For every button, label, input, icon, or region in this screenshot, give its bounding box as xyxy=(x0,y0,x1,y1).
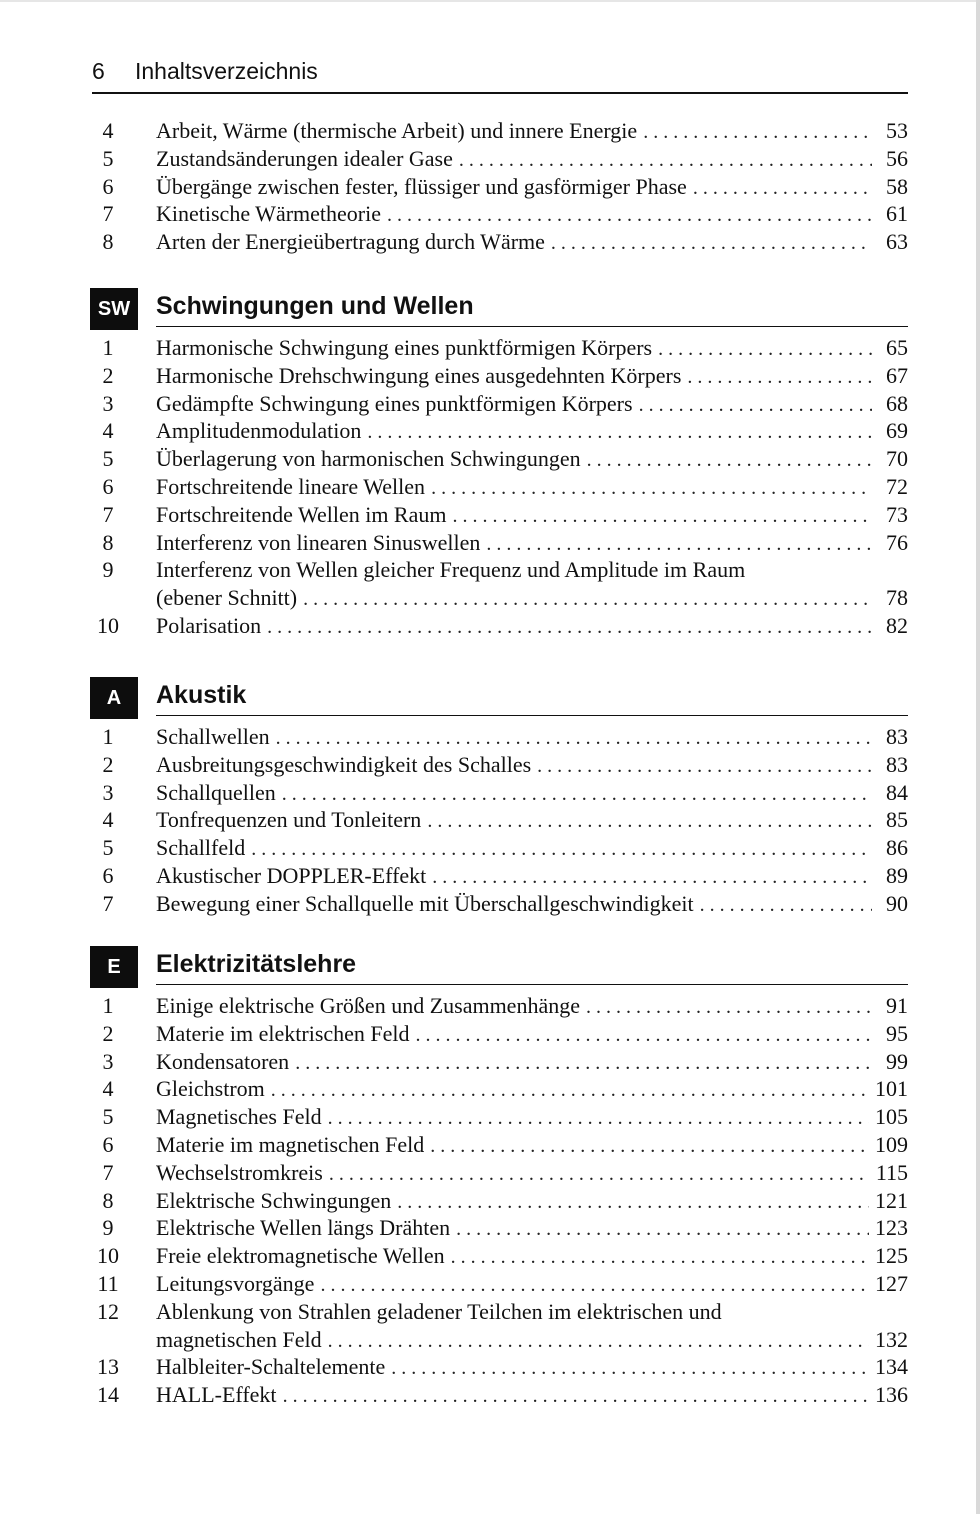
entry-line xyxy=(156,1214,908,1243)
dot-leader xyxy=(251,835,872,863)
section-rule xyxy=(156,984,908,985)
entry-line xyxy=(156,117,908,146)
toc-entry[interactable] xyxy=(90,1075,908,1103)
entry-line xyxy=(156,228,908,257)
entry-page-number: 73 xyxy=(886,501,908,527)
dot-leader xyxy=(416,1021,872,1049)
entry-page-number: 56 xyxy=(886,145,908,171)
entry-line xyxy=(156,992,908,1021)
entry-number: 7 xyxy=(102,1159,114,1185)
entry-line xyxy=(156,334,908,363)
entry-title: Tonfrequenzen und Tonleitern xyxy=(156,807,422,833)
entry-title: Halbleiter-Schaltelemente xyxy=(156,1354,386,1380)
entry-title: magnetischen Feld xyxy=(156,1326,322,1352)
entry-number: 14 xyxy=(97,1382,119,1408)
toc-entry[interactable] xyxy=(90,1326,908,1354)
entry-title: HALL-Effekt xyxy=(156,1382,277,1408)
toc-entry[interactable] xyxy=(90,145,908,173)
entry-line xyxy=(156,529,908,558)
dot-leader xyxy=(486,530,872,558)
entry-page-number: 67 xyxy=(886,362,908,388)
page-edge-right xyxy=(976,0,980,1514)
entry-line xyxy=(156,417,908,446)
entry-page-number: 68 xyxy=(886,390,908,416)
entry-number: 1 xyxy=(102,724,114,749)
entry-title: Einige elektrische Größen und Zusammenhänge xyxy=(156,993,580,1018)
running-head xyxy=(92,56,908,94)
entry-title: Magnetisches Feld xyxy=(156,1104,322,1130)
section-title: Schwingungen und Wellen xyxy=(156,292,474,320)
entry-number: 6 xyxy=(102,474,114,499)
toc-entry[interactable] xyxy=(90,228,908,256)
dot-leader xyxy=(427,807,872,835)
toc-entry[interactable] xyxy=(90,529,908,557)
entry-number: 7 xyxy=(102,890,114,916)
toc-entry[interactable] xyxy=(90,334,908,362)
entry-number: 6 xyxy=(102,863,114,888)
entry-title: Wechselstromkreis xyxy=(156,1159,323,1185)
toc-entry[interactable] xyxy=(90,1298,908,1326)
entry-number: 2 xyxy=(102,751,114,777)
entry-title: Schallquellen xyxy=(156,779,276,805)
entry-line xyxy=(156,501,908,530)
section-header xyxy=(90,677,908,719)
entry-page-number: 70 xyxy=(886,446,908,472)
entry-number: 5 xyxy=(102,446,114,472)
entry-number: 10 xyxy=(97,1243,119,1269)
entry-line xyxy=(156,806,908,835)
entry-line xyxy=(156,200,908,229)
entry-page-number: 61 xyxy=(886,201,908,227)
entry-number: 2 xyxy=(102,362,114,388)
dot-leader xyxy=(267,613,872,641)
dot-leader xyxy=(320,1271,869,1299)
toc-entry[interactable] xyxy=(90,1131,908,1159)
dot-leader xyxy=(329,1160,870,1188)
toc-entry[interactable] xyxy=(90,1187,908,1215)
toc-entry[interactable] xyxy=(90,556,908,584)
entry-page-number: 65 xyxy=(886,335,908,360)
toc-entry[interactable] xyxy=(90,1214,908,1242)
entry-line xyxy=(156,779,908,808)
entry-title: Fortschreitende lineare Wellen xyxy=(156,474,426,499)
dot-leader xyxy=(643,118,872,146)
dot-leader xyxy=(700,891,872,919)
entry-title: Übergänge zwischen fester, flüssiger und gasförmiger Phase xyxy=(156,173,687,199)
dot-leader xyxy=(271,1076,869,1104)
toc-entry[interactable] xyxy=(90,173,908,201)
toc-entry[interactable] xyxy=(90,1270,908,1298)
toc-entry[interactable] xyxy=(90,473,908,501)
entry-line xyxy=(156,473,908,502)
entry-number: 3 xyxy=(102,1048,114,1074)
entry-line xyxy=(156,1326,908,1355)
entry-line xyxy=(156,145,908,174)
entry-page-number: 101 xyxy=(875,1076,908,1102)
entry-page-number: 105 xyxy=(875,1104,908,1130)
entry-line xyxy=(156,1353,908,1382)
entry-page-number: 72 xyxy=(886,474,908,499)
dot-leader xyxy=(451,1243,869,1271)
section-badge: E xyxy=(90,946,138,988)
entry-page-number: 76 xyxy=(886,529,908,555)
entry-title: Schallwellen xyxy=(156,724,270,749)
toc-entry[interactable] xyxy=(90,1353,908,1381)
entry-line xyxy=(156,1381,908,1410)
section-badge: A xyxy=(90,677,138,719)
page-number: 6 xyxy=(92,58,105,84)
entry-number: 7 xyxy=(102,201,114,227)
entry-number: 4 xyxy=(102,807,114,833)
entry-page-number: 136 xyxy=(875,1382,908,1408)
entry-title: Harmonische Schwingung eines punktförmigen Körpers xyxy=(156,335,653,360)
entry-page-number: 89 xyxy=(886,863,908,888)
toc-entry[interactable] xyxy=(90,1103,908,1131)
entry-title: Arbeit, Wärme (thermische Arbeit) und innere Energie xyxy=(156,118,638,143)
dot-leader xyxy=(276,724,872,752)
entry-line xyxy=(156,362,908,391)
entry-line xyxy=(156,1048,908,1077)
toc-entry[interactable] xyxy=(90,1381,908,1409)
toc-entry[interactable] xyxy=(90,834,908,862)
entry-page-number: 121 xyxy=(875,1187,908,1213)
entry-title: Elektrische Wellen längs Drähten xyxy=(156,1215,451,1241)
toc-entry[interactable] xyxy=(90,584,908,612)
dot-leader xyxy=(587,446,872,474)
entry-page-number: 83 xyxy=(886,724,908,749)
entry-title: Materie im elektrischen Feld xyxy=(156,1020,410,1046)
entry-line xyxy=(156,1075,908,1104)
dot-leader xyxy=(431,474,872,502)
entry-line xyxy=(156,1131,908,1160)
entry-line xyxy=(156,1020,908,1049)
entry-number: 13 xyxy=(97,1354,119,1380)
entry-title: Ausbreitungsgeschwindigkeit des Schalles xyxy=(156,751,532,777)
entry-line xyxy=(156,1159,908,1188)
entry-line xyxy=(156,751,908,780)
dot-leader xyxy=(456,1215,869,1243)
dot-leader xyxy=(430,1132,869,1160)
dot-leader xyxy=(397,1188,869,1216)
entry-title: Amplitudenmodulation xyxy=(156,418,362,444)
entry-title: Überlagerung von harmonischen Schwingungen xyxy=(156,446,581,472)
entry-title: Kondensatoren xyxy=(156,1048,290,1074)
entry-page-number: 127 xyxy=(875,1271,908,1296)
entry-line xyxy=(156,445,908,474)
entry-title: Materie im magnetischen Feld xyxy=(156,1132,425,1157)
dot-leader xyxy=(391,1354,869,1382)
dot-leader xyxy=(387,201,872,229)
entry-line xyxy=(156,1270,908,1299)
entry-line xyxy=(156,1298,908,1326)
dot-leader xyxy=(586,993,872,1021)
entry-page-number: 109 xyxy=(875,1132,908,1157)
entry-title: Ablenkung von Strahlen geladener Teilchen im elektrischen und xyxy=(156,1298,722,1324)
entry-number: 12 xyxy=(97,1298,119,1324)
entry-number: 11 xyxy=(97,1271,119,1296)
entry-title: Harmonische Drehschwingung eines ausgedehnten Körpers xyxy=(156,362,682,388)
entry-title: Elektrische Schwingungen xyxy=(156,1187,392,1213)
entry-page-number: 99 xyxy=(886,1048,908,1074)
toc-entry[interactable] xyxy=(90,390,908,418)
dot-leader xyxy=(328,1327,869,1355)
dot-leader xyxy=(687,363,872,391)
entry-page-number: 115 xyxy=(875,1159,908,1185)
dot-leader xyxy=(459,146,872,174)
toc-entry[interactable] xyxy=(90,1020,908,1048)
dot-leader xyxy=(551,229,872,257)
dot-leader xyxy=(658,335,872,363)
entry-line xyxy=(156,556,908,584)
entry-title: Akustischer DOPPLER-Effekt xyxy=(156,863,427,888)
entry-number: 9 xyxy=(102,557,114,583)
entry-title: Fortschreitende Wellen im Raum xyxy=(156,501,447,527)
entry-number: 8 xyxy=(102,229,114,255)
entry-number: 6 xyxy=(102,1132,114,1157)
section-title: Elektrizitätslehre xyxy=(156,950,357,978)
section-title: Akustik xyxy=(156,681,247,709)
section-rule xyxy=(156,326,908,327)
dot-leader xyxy=(295,1049,872,1077)
toc-entry[interactable] xyxy=(90,501,908,529)
entry-number: 2 xyxy=(102,1020,114,1046)
entry-line xyxy=(156,1242,908,1271)
dot-leader xyxy=(432,863,872,891)
entry-number: 10 xyxy=(97,613,119,638)
entry-line xyxy=(156,584,908,613)
entry-title: Interferenz von linearen Sinuswellen xyxy=(156,529,481,555)
entry-page-number: 123 xyxy=(875,1215,908,1241)
entry-page-number: 91 xyxy=(886,993,908,1018)
toc-entry[interactable] xyxy=(90,417,908,445)
dot-leader xyxy=(328,1104,869,1132)
dot-leader xyxy=(282,780,872,808)
entry-page-number: 85 xyxy=(886,807,908,833)
toc-entry[interactable] xyxy=(90,751,908,779)
dot-leader xyxy=(283,1382,869,1410)
dot-leader xyxy=(639,391,872,419)
entry-line xyxy=(156,390,908,419)
toc-entry[interactable] xyxy=(90,200,908,228)
entry-line xyxy=(156,612,908,641)
toc-entry[interactable] xyxy=(90,117,908,145)
entry-page-number: 83 xyxy=(886,751,908,777)
entry-title: Arten der Energieübertragung durch Wärme xyxy=(156,229,545,255)
dot-leader xyxy=(303,585,872,613)
entry-page-number: 95 xyxy=(886,1020,908,1046)
entry-number: 8 xyxy=(102,1187,114,1213)
entry-page-number: 84 xyxy=(886,779,908,805)
dot-leader xyxy=(367,418,872,446)
entry-line xyxy=(156,173,908,202)
entry-page-number: 53 xyxy=(886,118,908,143)
entry-number: 8 xyxy=(102,529,114,555)
toc-entry[interactable] xyxy=(90,890,908,918)
entry-line xyxy=(156,890,908,919)
entry-page-number: 132 xyxy=(875,1326,908,1352)
entry-line xyxy=(156,723,908,752)
entry-title: (ebener Schnitt) xyxy=(156,585,298,611)
entry-number: 6 xyxy=(102,173,114,199)
section-badge: SW xyxy=(90,288,138,330)
entry-page-number: 58 xyxy=(886,173,908,199)
entry-page-number: 86 xyxy=(886,835,908,861)
entry-page-number: 125 xyxy=(875,1243,908,1269)
entry-title: Kinetische Wärmetheorie xyxy=(156,201,381,227)
entry-line xyxy=(156,1103,908,1132)
dot-leader xyxy=(693,174,872,202)
entry-number: 1 xyxy=(102,993,114,1018)
entry-number: 7 xyxy=(102,501,114,527)
entry-title: Gleichstrom xyxy=(156,1076,265,1102)
toc-entry[interactable] xyxy=(90,1048,908,1076)
toc-entry[interactable] xyxy=(90,806,908,834)
entry-number: 5 xyxy=(102,1104,114,1130)
entry-title: Leitungsvorgänge xyxy=(156,1271,315,1296)
dot-leader xyxy=(537,752,872,780)
entry-page-number: 134 xyxy=(875,1354,908,1380)
entry-line xyxy=(156,1187,908,1216)
entry-number: 4 xyxy=(102,118,114,143)
entry-title: Bewegung einer Schallquelle mit Überschallgeschwindigkeit xyxy=(156,890,694,916)
dot-leader xyxy=(452,502,872,530)
entry-number: 3 xyxy=(102,779,114,805)
entry-number: 4 xyxy=(102,418,114,444)
entry-number: 9 xyxy=(102,1215,114,1241)
toc-entry[interactable] xyxy=(90,1159,908,1187)
toc-entry[interactable] xyxy=(90,862,908,890)
section-header xyxy=(90,946,908,988)
entry-title: Schallfeld xyxy=(156,835,246,861)
toc-entry[interactable] xyxy=(90,1242,908,1270)
entry-title: Zustandsänderungen idealer Gase xyxy=(156,145,453,171)
entry-title: Freie elektromagnetische Wellen xyxy=(156,1243,445,1269)
entry-title: Interferenz von Wellen gleicher Frequenz und Amplitude im Raum xyxy=(156,557,746,583)
entry-title: Polarisation xyxy=(156,613,262,638)
entry-page-number: 78 xyxy=(886,585,908,611)
toc-entry[interactable] xyxy=(90,445,908,473)
toc-entry[interactable] xyxy=(90,362,908,390)
section-rule xyxy=(156,715,908,716)
toc-entry[interactable] xyxy=(90,723,908,751)
page-title: Inhaltsverzeichnis xyxy=(135,58,318,84)
entry-number: 3 xyxy=(102,390,114,416)
entry-number: 5 xyxy=(102,835,114,861)
entry-line xyxy=(156,862,908,891)
entry-line xyxy=(156,834,908,863)
toc-entry[interactable] xyxy=(90,992,908,1020)
entry-page-number: 90 xyxy=(886,890,908,916)
entry-page-number: 63 xyxy=(886,229,908,255)
section-header xyxy=(90,288,908,330)
entry-number: 5 xyxy=(102,145,114,171)
entry-page-number: 69 xyxy=(886,418,908,444)
toc-entry[interactable] xyxy=(90,612,908,640)
page-edge-top xyxy=(0,0,980,2)
toc-entry[interactable] xyxy=(90,779,908,807)
entry-number: 4 xyxy=(102,1076,114,1102)
entry-title: Gedämpfte Schwingung eines punktförmigen Körpers xyxy=(156,390,633,416)
entry-number: 1 xyxy=(102,335,114,360)
entry-page-number: 82 xyxy=(886,613,908,638)
